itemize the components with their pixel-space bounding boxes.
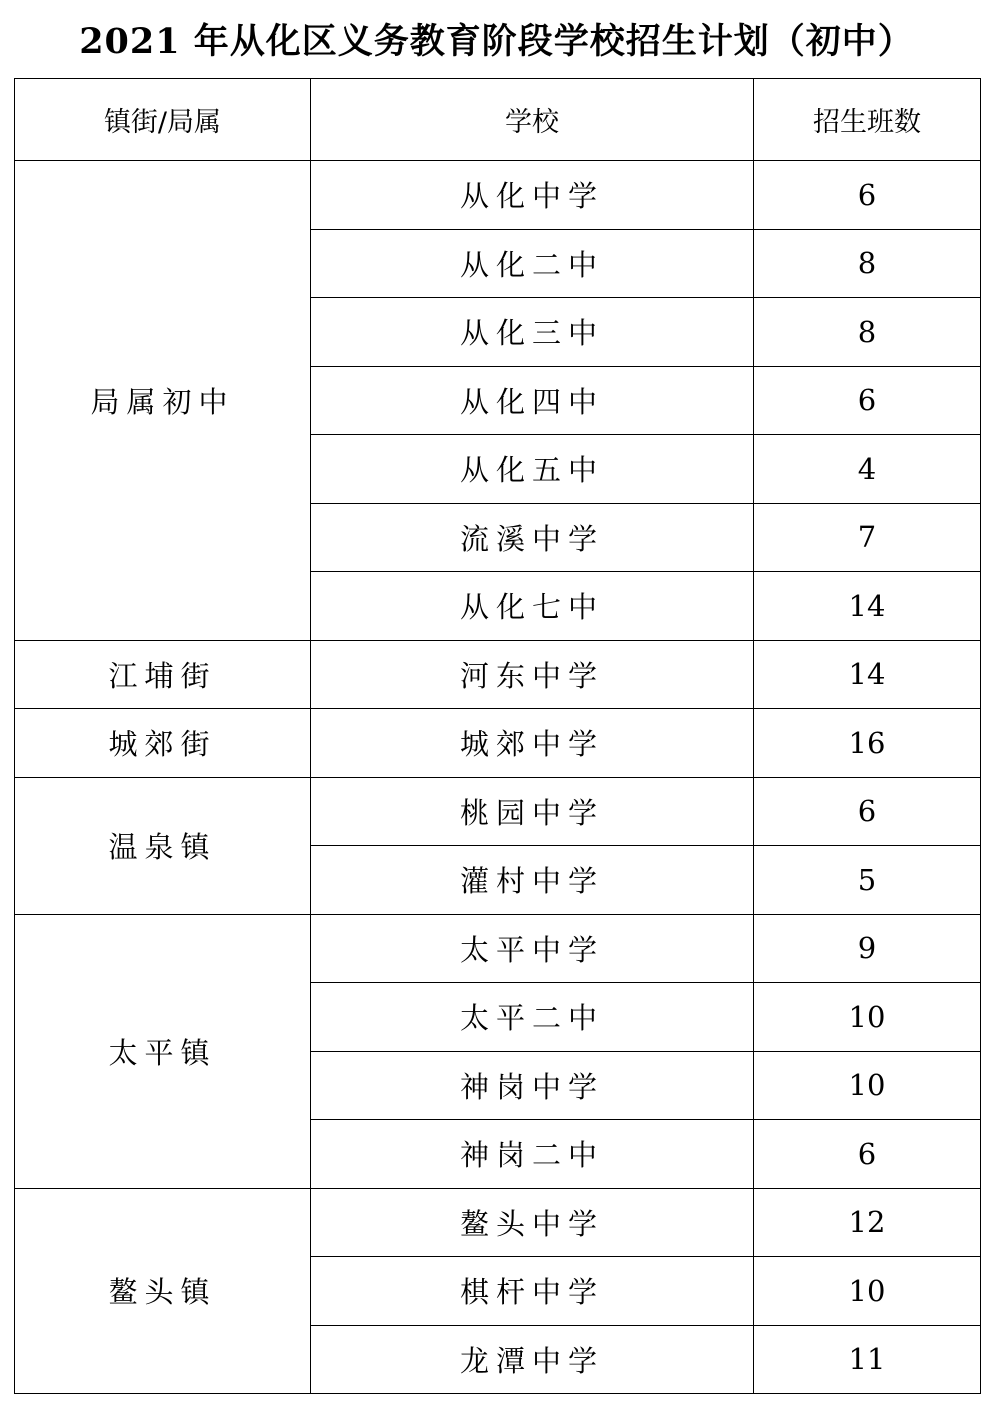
- town-cell: 江埔街: [15, 640, 311, 709]
- class-count-cell: 9: [754, 914, 981, 983]
- class-count-cell: 10: [754, 1051, 981, 1120]
- class-count-cell: 14: [754, 572, 981, 641]
- school-cell: 从化七中: [311, 572, 754, 641]
- town-cell: 鳌头镇: [15, 1188, 311, 1394]
- table-row: [15, 777, 981, 846]
- class-count-cell: 6: [754, 777, 981, 846]
- header-school: 学校: [311, 79, 754, 161]
- class-count-cell: 4: [754, 435, 981, 504]
- header-classes: 招生班数: [754, 79, 981, 161]
- school-cell: 神岗二中: [311, 1120, 754, 1189]
- school-cell: 太平中学: [311, 914, 754, 983]
- class-count-cell: 16: [754, 709, 981, 778]
- class-count-cell: 8: [754, 298, 981, 367]
- school-cell: 棋杆中学: [311, 1257, 754, 1326]
- class-count-cell: 12: [754, 1188, 981, 1257]
- table-row: [15, 914, 981, 983]
- class-count-cell: 5: [754, 846, 981, 915]
- school-cell: 太平二中: [311, 983, 754, 1052]
- school-cell: 从化四中: [311, 366, 754, 435]
- town-cell: 太平镇: [15, 914, 311, 1188]
- town-cell: 城郊街: [15, 709, 311, 778]
- header-row: [15, 79, 981, 161]
- school-cell: 鳌头中学: [311, 1188, 754, 1257]
- class-count-cell: 7: [754, 503, 981, 572]
- school-cell: 桃园中学: [311, 777, 754, 846]
- school-cell: 从化五中: [311, 435, 754, 504]
- school-cell: 流溪中学: [311, 503, 754, 572]
- table-row: [15, 161, 981, 230]
- class-count-cell: 6: [754, 1120, 981, 1189]
- table-row: [15, 709, 981, 778]
- school-cell: 龙潭中学: [311, 1325, 754, 1394]
- class-count-cell: 8: [754, 229, 981, 298]
- school-cell: 河东中学: [311, 640, 754, 709]
- header-town: 镇街/局属: [15, 79, 311, 161]
- table-body: [15, 161, 981, 1394]
- class-count-cell: 10: [754, 983, 981, 1052]
- school-cell: 从化二中: [311, 229, 754, 298]
- school-cell: 灌村中学: [311, 846, 754, 915]
- page-title: 2021 年从化区义务教育阶段学校招生计划（初中）: [79, 21, 914, 62]
- school-cell: 从化三中: [311, 298, 754, 367]
- town-cell: 局属初中: [15, 161, 311, 641]
- school-cell: 神岗中学: [311, 1051, 754, 1120]
- enrollment-table: [14, 78, 981, 1394]
- school-cell: 从化中学: [311, 161, 754, 230]
- class-count-cell: 10: [754, 1257, 981, 1326]
- school-cell: 城郊中学: [311, 709, 754, 778]
- class-count-cell: 14: [754, 640, 981, 709]
- table-row: [15, 640, 981, 709]
- class-count-cell: 6: [754, 161, 981, 230]
- class-count-cell: 11: [754, 1325, 981, 1394]
- town-cell: 温泉镇: [15, 777, 311, 914]
- class-count-cell: 6: [754, 366, 981, 435]
- table-row: [15, 1188, 981, 1257]
